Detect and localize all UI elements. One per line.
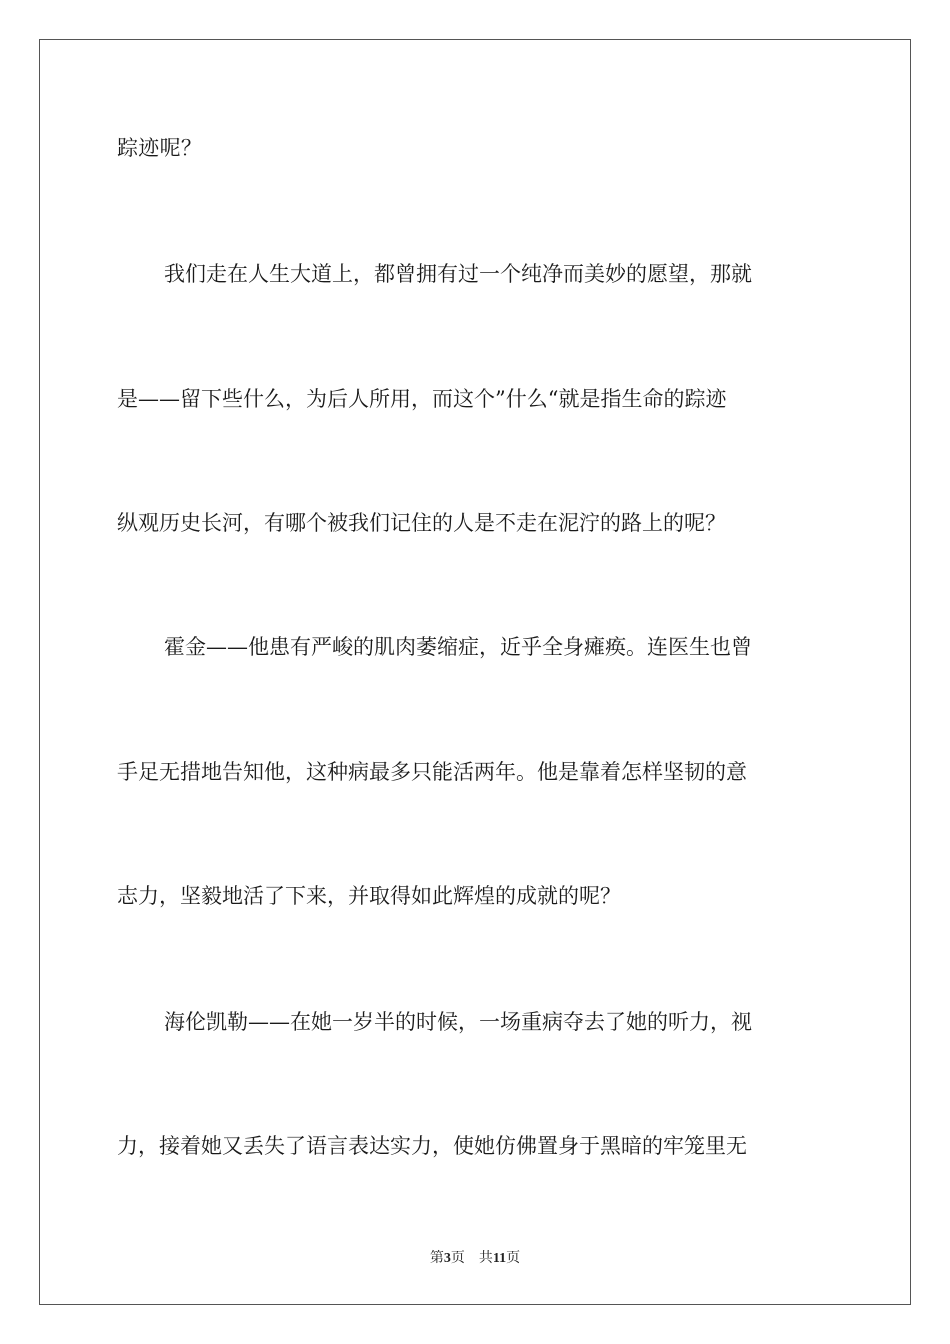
footer-total-suffix: 页 bbox=[506, 1251, 521, 1266]
footer-total-prefix: 共 bbox=[478, 1251, 493, 1266]
footer-page-suffix: 页 bbox=[450, 1251, 465, 1266]
page-footer bbox=[0, 1247, 950, 1267]
text-line-8: 海伦凯勒——在她一岁半的时候，一场重病夺去了她的听力，视 bbox=[164, 1010, 752, 1034]
footer-page-prefix: 第 bbox=[429, 1251, 444, 1266]
footer-total-pages: 11 bbox=[492, 1251, 507, 1266]
text-line-9: 力，接着她又丢失了语言表达实力，使她仿佛置身于黑暗的牢笼里无 bbox=[117, 1134, 747, 1158]
text-line-2: 我们走在人生大道上，都曾拥有过一个纯净而美妙的愿望，那就 bbox=[164, 262, 752, 286]
text-line-6: 手足无措地告知他，这种病最多只能活两年。他是靠着怎样坚韧的意 bbox=[117, 760, 747, 784]
page-frame bbox=[39, 39, 911, 1305]
text-line-5: 霍金——他患有严峻的肌肉萎缩症，近乎全身瘫痪。连医生也曾 bbox=[164, 635, 752, 659]
footer-page-number: 3 bbox=[443, 1251, 451, 1266]
text-line-1: 踪迹呢？ bbox=[117, 136, 203, 160]
text-line-4: 纵观历史长河，有哪个被我们记住的人是不走在泥泞的路上的呢？ bbox=[117, 511, 726, 535]
text-line-3: 是——留下些什么，为后人所用，而这个”什么“就是指生命的踪迹 bbox=[117, 387, 727, 411]
text-line-7: 志力，坚毅地活了下来，并取得如此辉煌的成就的呢？ bbox=[117, 884, 621, 908]
